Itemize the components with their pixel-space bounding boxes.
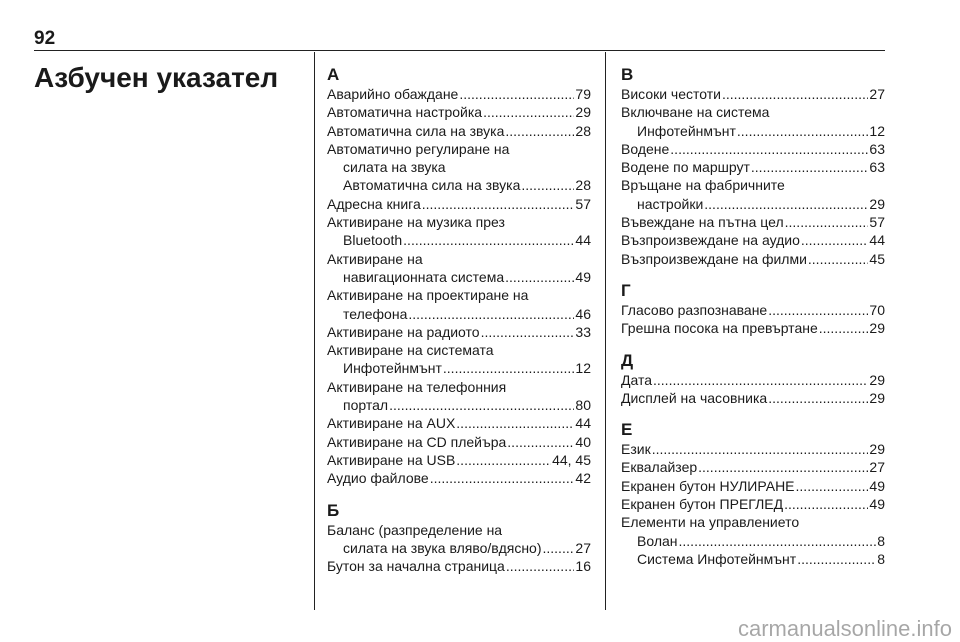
dot-leader [670, 140, 868, 158]
dot-leader [704, 195, 868, 213]
entry-title: Инфотейнмънт [637, 122, 736, 139]
entry-title: Дата [621, 371, 653, 388]
entry-title: Bluetooth [343, 232, 403, 249]
index-entry [327, 140, 591, 195]
entry-title: Възпроизвеждане на аудио [621, 232, 800, 249]
entry-page: 12 [869, 122, 885, 139]
dot-leader [408, 305, 574, 323]
entry-title: Автоматична сила на звука [343, 177, 521, 194]
index-entry [621, 250, 885, 268]
index-section [327, 500, 591, 576]
index-entry [327, 85, 591, 103]
entry-title: настройки [637, 195, 704, 212]
entry-heading: Активиране на системата [327, 342, 494, 359]
index-entry [621, 458, 885, 476]
entry-title: Автоматична настройка [327, 104, 483, 121]
entry-page: 49 [869, 477, 885, 494]
index-entry [621, 176, 885, 213]
dot-leader [521, 176, 574, 194]
dot-leader [422, 195, 575, 213]
entry-page: 49 [575, 268, 591, 285]
column-divider-right [605, 52, 606, 610]
entry-page: 8 [877, 550, 885, 567]
index-entry [621, 103, 885, 140]
entry-heading: Включване на система [621, 104, 770, 121]
dot-leader [819, 319, 869, 337]
entry-title: портал [343, 397, 389, 414]
entry-page: 29 [869, 320, 885, 337]
entry-title: Водене по маршрут [621, 159, 750, 176]
entry-heading: Активиране на телефонния [327, 378, 507, 395]
entry-page: 42 [575, 470, 591, 487]
entry-title: Гласово разпознаване [621, 301, 768, 318]
entry-page: 40 [575, 433, 591, 450]
entry-heading: Активиране на музика през [327, 214, 505, 231]
entry-title: телефона [343, 305, 408, 322]
index-entry [327, 557, 591, 575]
entry-page: 44 [575, 415, 591, 432]
dot-leader [507, 433, 574, 451]
header-rule [34, 50, 885, 51]
dot-leader [797, 550, 876, 568]
index-entry [327, 521, 591, 558]
entry-page: 63 [869, 140, 885, 157]
index-entry [621, 231, 885, 249]
index-entry [621, 513, 885, 550]
section-letter: А [327, 65, 340, 84]
entry-title: Адресна книга [327, 195, 421, 212]
dot-leader [768, 301, 868, 319]
index-entry [327, 451, 591, 469]
index-entry [327, 323, 591, 341]
dot-leader [505, 122, 574, 140]
entry-heading: Връщане на фабричните [621, 177, 785, 194]
dot-leader [456, 451, 551, 469]
entry-heading: Елементи на управлението [621, 514, 800, 531]
entry-page: 29 [869, 389, 885, 406]
index-entry [621, 495, 885, 513]
dot-leader [653, 371, 868, 389]
dot-leader [389, 396, 574, 414]
entry-title: Възпроизвеждане на филми [621, 250, 807, 267]
entry-heading: Активиране на [327, 250, 423, 267]
index-entry [621, 389, 885, 407]
index-entry [327, 195, 591, 213]
index-section [621, 419, 885, 568]
entry-title: Екранен бутон НУЛИРАНЕ [621, 477, 795, 494]
dot-leader [722, 85, 868, 103]
entry-page: 44, 45 [552, 451, 591, 468]
entry-title: Високи честоти [621, 86, 721, 102]
dot-leader [801, 231, 869, 249]
dot-leader [808, 250, 869, 268]
entry-page: 29 [869, 371, 885, 388]
index-entry [621, 550, 885, 568]
dot-leader [785, 213, 869, 231]
entry-page: 28 [575, 122, 591, 139]
dot-leader [483, 103, 574, 121]
index-entry [327, 286, 591, 323]
entry-page: 63 [869, 159, 885, 176]
entry-title: Система Инфотейнмънт [637, 550, 797, 567]
index-entry [621, 440, 885, 458]
index-column-2 [621, 64, 885, 580]
index-entry [327, 414, 591, 432]
entry-title: Активиране на USB [327, 451, 456, 468]
entry-page: 46 [575, 305, 591, 322]
index-section [621, 350, 885, 408]
index-entry [621, 319, 885, 337]
dot-leader [698, 458, 868, 476]
entry-heading: Автоматично регулиране на [327, 140, 510, 157]
entry-title: Дисплей на часовника [621, 389, 768, 406]
entry-title: Грешна посока на превъртане [621, 320, 818, 337]
entry-page: 12 [575, 360, 591, 377]
entry-title: Аварийно обаждане [327, 86, 459, 102]
entry-page: 33 [575, 323, 591, 340]
dot-leader [543, 539, 575, 557]
index-section [621, 64, 885, 268]
section-letter: Д [621, 350, 634, 370]
index-entry [621, 371, 885, 389]
entry-title: Въвеждане на пътна цел [621, 214, 784, 231]
entry-page: 29 [869, 441, 885, 458]
entry-title: Еквалайзер [621, 459, 698, 476]
entry-heading: Баланс (разпределение на [327, 521, 503, 538]
entry-page: 57 [869, 214, 885, 231]
index-entry [327, 213, 591, 250]
index-entry [621, 158, 885, 176]
entry-page: 28 [575, 177, 591, 194]
entry-page: 27 [575, 539, 591, 556]
index-entry [327, 469, 591, 487]
dot-leader [737, 122, 869, 140]
entry-title: Активиране на AUX [327, 415, 456, 432]
index-entry [327, 378, 591, 415]
section-letter: Е [621, 420, 633, 440]
entry-title: навигационната система [343, 268, 505, 285]
index-entry [621, 301, 885, 319]
entry-title: Език [621, 441, 651, 458]
dot-leader [430, 469, 575, 487]
entry-page: 29 [575, 104, 591, 121]
entry-title: Инфотейнмънт [343, 360, 442, 377]
entry-heading: Активиране на проектиране на [327, 287, 529, 304]
entry-title: Бутон за начална страница [327, 558, 505, 575]
entry-page: 80 [575, 397, 591, 414]
section-letter: Г [621, 280, 631, 300]
entry-title: Волан [637, 532, 678, 549]
entry-title: силата на звука вляво/вдясно) [343, 539, 542, 556]
dot-leader [459, 85, 574, 103]
entry-page: 8 [877, 532, 885, 549]
dot-leader [768, 389, 868, 407]
entry-page: 16 [575, 558, 591, 575]
entry-page: 27 [869, 86, 885, 102]
index-section [621, 280, 885, 338]
index-entry [327, 433, 591, 451]
entry-title: Активиране на CD плейъра [327, 433, 507, 450]
dot-leader [679, 532, 877, 550]
dot-leader [505, 268, 574, 286]
watermark-text: carmanualsonline.info [737, 616, 952, 641]
entry-page: 44 [575, 232, 591, 249]
entry-page: 45 [869, 250, 885, 267]
index-entry [327, 103, 591, 121]
index-entry [621, 140, 885, 158]
index-entry [621, 213, 885, 231]
dot-leader [456, 414, 574, 432]
page-number: 92 [34, 28, 56, 49]
entry-page: 49 [869, 496, 885, 513]
dot-leader [506, 557, 575, 575]
index-entry [327, 341, 591, 378]
index-entry [327, 250, 591, 287]
entry-subheading: силата на звука [343, 159, 446, 176]
dot-leader [784, 495, 868, 513]
entry-title: Активиране на радиото [327, 323, 480, 340]
index-section [327, 64, 591, 488]
section-letter: Б [327, 500, 340, 520]
index-entry [621, 85, 885, 103]
entry-title: Водене [621, 140, 670, 157]
entry-title: Автоматична сила на звука [327, 122, 505, 139]
dot-leader [751, 158, 869, 176]
index-entry [621, 477, 885, 495]
entry-page: 79 [575, 86, 591, 102]
dot-leader [443, 359, 575, 377]
entry-page: 57 [575, 195, 591, 212]
dot-leader [403, 231, 574, 249]
section-letter: В [621, 65, 634, 84]
entry-page: 44 [869, 232, 885, 249]
dot-leader [652, 440, 869, 458]
dot-leader [796, 477, 869, 495]
index-entry [327, 122, 591, 140]
column-divider-left [314, 52, 315, 610]
index-title: Азбучен указател [34, 62, 279, 93]
entry-title: Екранен бутон ПРЕГЛЕД [621, 496, 784, 513]
index-column-1 [327, 64, 591, 587]
dot-leader [481, 323, 575, 341]
entry-title: Аудио файлове [327, 470, 429, 487]
entry-page: 70 [869, 301, 885, 318]
entry-page: 27 [869, 459, 885, 476]
entry-page: 29 [869, 195, 885, 212]
